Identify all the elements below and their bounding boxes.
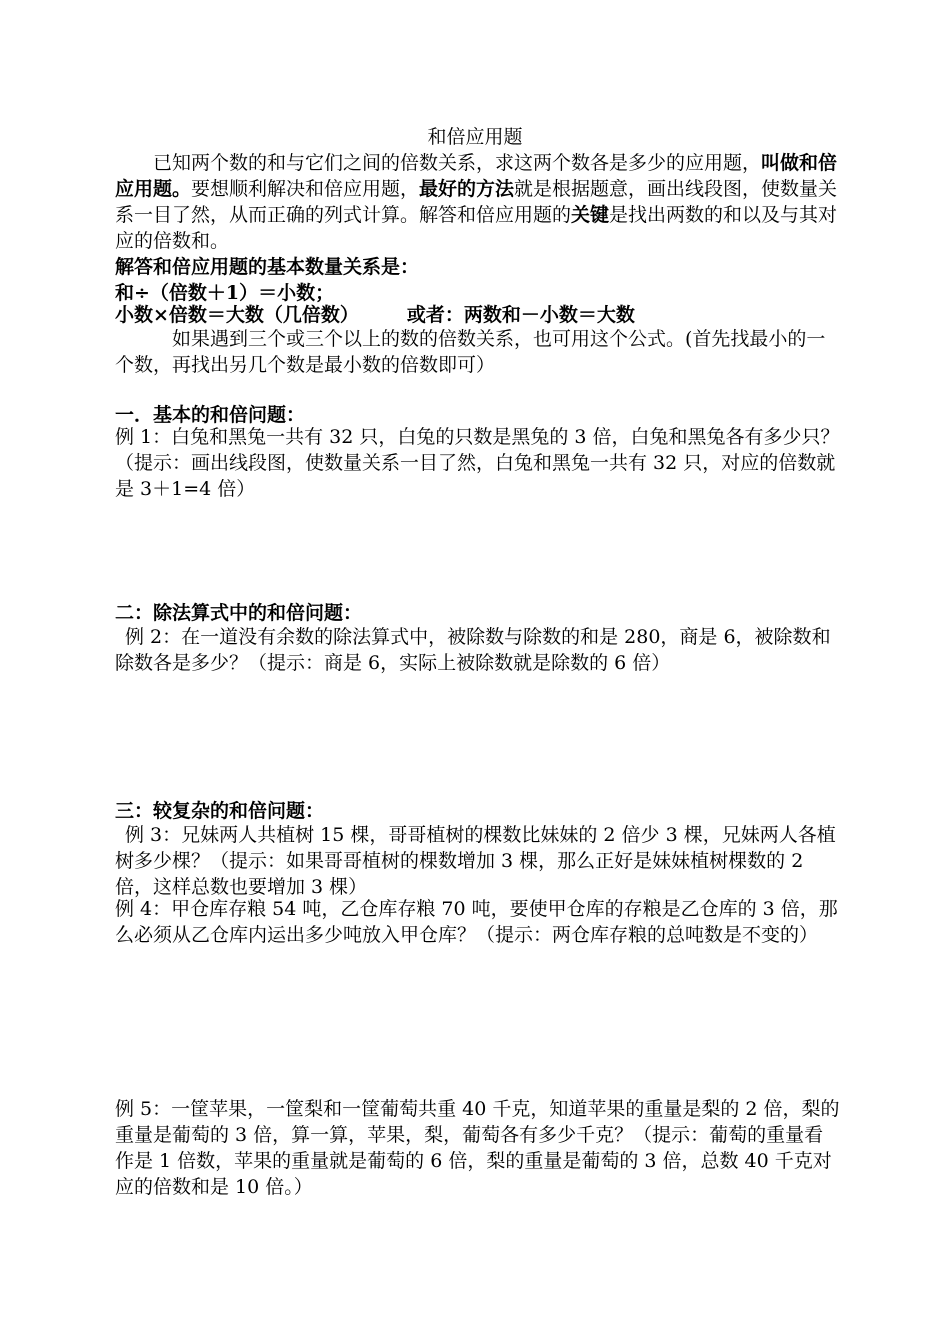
- intro-bold-key: 关键: [571, 204, 610, 226]
- intro-bold-method: 最好的方法: [419, 178, 515, 200]
- formula-2-part-b: 或者：两数和－小数＝大数: [406, 304, 635, 326]
- note-paragraph: 如果遇到三个或三个以上的数的倍数关系，也可用这个公式。(首先找最小的一个数，再找出另几个数是最小数的倍数即可）: [115, 328, 826, 376]
- intro-text-2: 要想顺利解决和倍应用题，: [191, 178, 420, 200]
- example-1: 例 1：白兔和黑兔一共有 32 只，白兔的只数是黑兔的 3 倍，白兔和黑兔各有多少只？（提示：画出线段图，使数量关系一目了然，白兔和黑兔一共有 32 只，对应的倍数就是 3＋1=4 倍）: [115, 426, 840, 500]
- formula-2-part-a: 小数×倍数＝大数（几倍数）: [115, 304, 359, 326]
- formula-heading: 解答和倍应用题的基本数量关系是：: [115, 256, 420, 278]
- formula-2: [115, 302, 840, 328]
- intro-text-3: 就是根据题意，画出线段图，使数量关系一目了然，从而正确的列式计算。解答和倍应用题的: [115, 178, 838, 226]
- example-2: 例 2：在一道没有余数的除法算式中，被除数与除数的和是 280，商是 6，被除数和除数各是多少？（提示：商是 6，实际上被除数就是除数的 6 倍）: [115, 626, 831, 674]
- intro-text-4: 是找出两数的和以及与其对应的倍数和。: [115, 204, 838, 252]
- intro-paragraph: [115, 150, 840, 254]
- section-2-heading: 二：除法算式中的和倍问题：: [115, 602, 363, 624]
- intro-text-1: 已知两个数的和与它们之间的倍数关系，求这两个数各是多少的应用题，: [153, 152, 762, 174]
- formula-1: 和÷（倍数＋1）＝小数；: [115, 282, 335, 304]
- example-3: 例 3：兄妹两人共植树 15 棵，哥哥植树的棵数比妹妹的 2 倍少 3 棵，兄妹两人各植树多少棵？（提示：如果哥哥植树的棵数增加 3 棵，那么正好是妹妹植树棵数的 2 倍，这样总数也要增加 3 棵）: [115, 824, 836, 898]
- example-5: 例 5：一筐苹果，一筐梨和一筐葡萄共重 40 千克，知道苹果的重量是梨的 2 倍，梨的重量是葡萄的 3 倍，算一算，苹果，梨，葡萄各有多少千克？（提示：葡萄的重量看作是 1 倍数，苹果的重量就是葡萄的 6 倍，梨的重量是葡萄的 3 倍，总数 40 千克对应的倍数和是 10 倍。）: [115, 1098, 840, 1198]
- section-1-heading: 一．基本的和倍问题：: [115, 404, 306, 426]
- example-4: 例 4：甲仓库存粮 54 吨，乙仓库存粮 70 吨，要使甲仓库的存粮是乙仓库的 3 倍，那么必须从乙仓库内运出多少吨放入甲仓库？（提示：两仓库存粮的总吨数是不变的）: [115, 898, 838, 946]
- intro-bold-definition: 叫做和倍应用题。: [115, 152, 838, 200]
- section-3-heading: 三：较复杂的和倍问题：: [115, 800, 325, 822]
- document-title: 和倍应用题: [427, 126, 523, 148]
